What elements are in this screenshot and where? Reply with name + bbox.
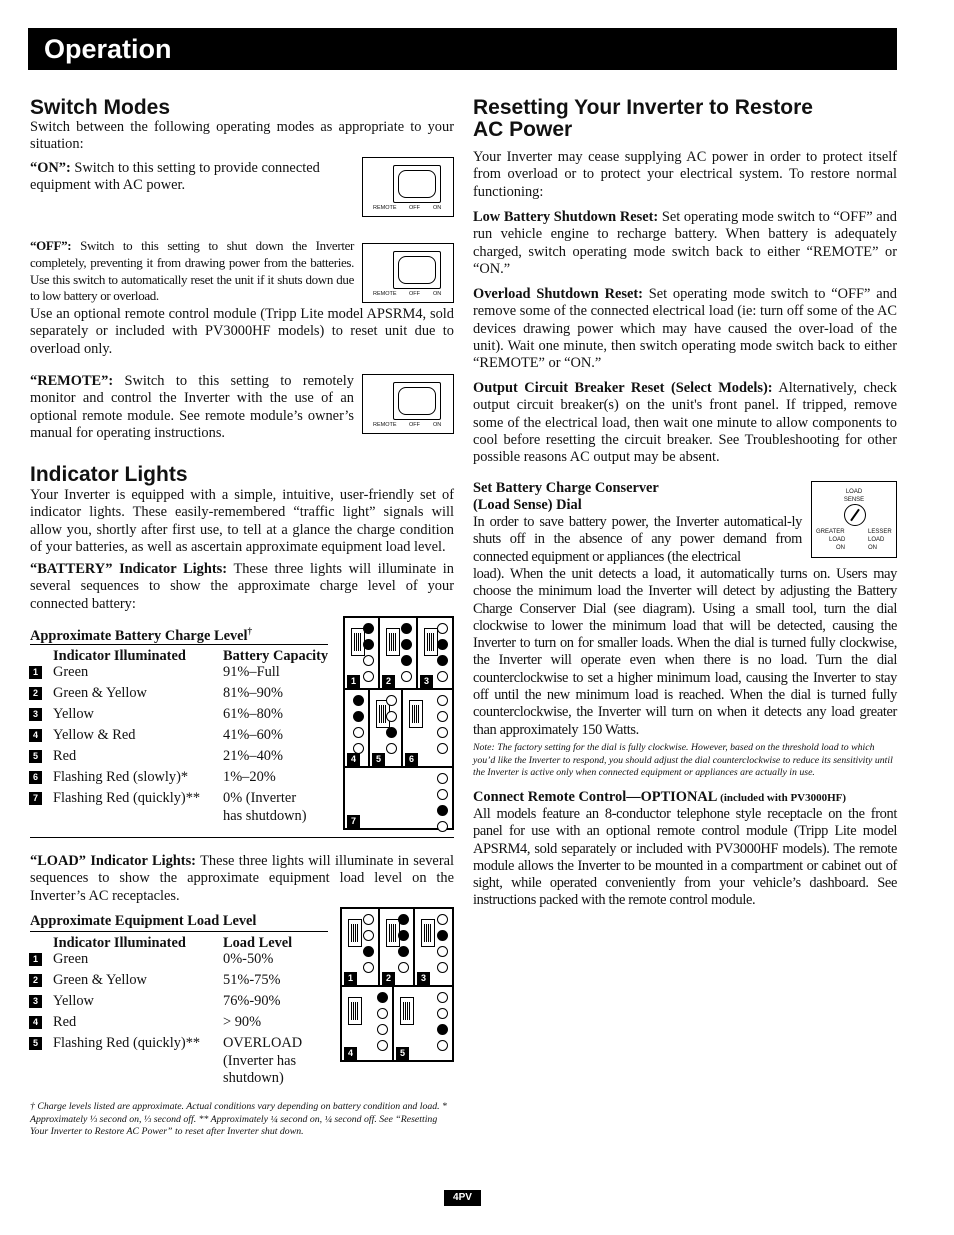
indicator-light-icon [437, 773, 448, 784]
panel-number-badge: 6 [405, 753, 418, 766]
switch-label-on: ON [433, 422, 442, 428]
switch-label-off: OFF [409, 422, 420, 428]
dial-label-left2: LOAD [829, 537, 846, 543]
overload-text: Set operating mode switch to “OFF” and remove some of the connected electrical load (ie: turn off some of the AC devices drawing power which may have caused the over-load of the unit). Wait one minute, then switch operating mode switch back to either “REMOTE” or “ON.” [473, 286, 897, 372]
indicator-panel [341, 908, 379, 986]
conserver-heading: Set Battery Charge Conserver (Load Sense) Dial [473, 480, 659, 513]
indicator-light-icon [398, 962, 409, 973]
row-number-badge: 5 [29, 1037, 42, 1050]
panel-number-badge: 1 [347, 675, 360, 688]
indicator-light-icon [437, 789, 448, 800]
indicator-light-icon [377, 992, 388, 1003]
table-row-value: 41%–60% [223, 727, 283, 743]
indicator-light-icon [363, 655, 374, 666]
receptacle-icon [421, 919, 435, 947]
row-number-badge: 7 [29, 792, 42, 805]
dagger-mark: † [247, 626, 253, 636]
load-table-header-level: Load Level [223, 935, 293, 951]
mode-on-label: “ON”: [30, 160, 71, 176]
indicator-light-icon [437, 1024, 448, 1035]
dial-label-top1: LOAD [845, 489, 863, 495]
breaker-paragraph [473, 380, 897, 466]
overload-paragraph [473, 286, 897, 372]
conserver-text-a: In order to save battery power, the Inverter automatical-ly shuts off in the absence of any power demand from connected equipment or appliances (the electrical [473, 514, 802, 565]
breaker-label: Output Circuit Breaker Reset (Select Models): [473, 380, 773, 396]
row-number-badge: 3 [29, 708, 42, 721]
switch-diagram-remote [362, 374, 454, 434]
indicator-light-icon [377, 1024, 388, 1035]
dial-label-right1: LESSER [868, 529, 892, 535]
indicator-light-icon [353, 711, 364, 722]
row-number-badge: 1 [29, 953, 42, 966]
indicator-panel [402, 689, 453, 767]
indicator-light-icon [437, 1040, 448, 1051]
switch-modes-heading: Switch Modes [30, 96, 171, 119]
page-banner [28, 28, 897, 70]
indicator-panel [344, 617, 379, 689]
indicator-light-icon [437, 946, 448, 957]
indicator-light-icon [363, 623, 374, 634]
indicator-light-icon [401, 639, 412, 650]
load-table-header-indicator: Indicator Illuminated [53, 935, 186, 951]
table-row-indicator: Yellow [53, 706, 94, 722]
battery-section-divider [30, 837, 454, 838]
indicator-light-icon [398, 914, 409, 925]
table-row-value: 91%–Full [223, 664, 280, 680]
switch-label-remote: REMOTE [373, 291, 397, 297]
remote-heading: Connect Remote Control—OPTIONAL (included with PV3000HF) [473, 789, 847, 805]
battery-lights-label: “BATTERY” Indicator Lights: [30, 561, 228, 577]
battery-table-caption: Approximate Battery Charge Level† [30, 626, 253, 644]
mode-on-paragraph [30, 160, 354, 195]
dial-label-right2: LOAD [868, 537, 885, 543]
table-row-value: 61%–80% [223, 706, 283, 722]
dial-label-left1: GREATER [816, 529, 845, 535]
table-row-value: 76%-90% [223, 993, 281, 1009]
mode-on-text: Switch to this setting to provide connected equipment with AC power. [30, 160, 320, 194]
row-number-badge: 4 [29, 1016, 42, 1029]
indicator-light-icon [386, 743, 397, 754]
indicator-light-icon [437, 930, 448, 941]
switch-diagram-on [362, 157, 454, 217]
receptacle-icon [348, 997, 362, 1025]
indicator-light-icon [386, 727, 397, 738]
conserver-text-b: load). When the unit detects a load, it automatically turns on. Users may choose the minimum load the Inverter will detect by adjusting the Battery Charge Conserver Dial (see diagram). Using a small tool, turn the dial clockwise to lower the minimum load that will be detected, causing the Inverter to turn on for smaller loads. When the dial is turned fully clockwise, the Inverter will operate even when there is no load. Turn the dial counterclockwise to set a higher minimum load, causing the Inverter to stay off until the new minimum load is reached. When the dial is turned fully counterclockwise, the Inverter will turn on when it detects any load greater than approximately 150 Watts. [473, 566, 897, 738]
indicator-light-icon [437, 695, 448, 706]
indicator-panel [369, 689, 402, 767]
row-number-badge: 1 [29, 666, 42, 679]
indicator-light-icon [353, 695, 364, 706]
conserver-note: Note: The factory setting for the dial is fully clockwise. However, based on the threshold load to which you’d like the Inverter to respond, you should adjust the dial counterclockwise to reduce its sensitivity until the Inverter is active only when connected equipment or appliances are actually in use. [473, 742, 893, 779]
receptacle-icon [409, 700, 423, 728]
panel-number-badge: 3 [417, 972, 430, 985]
table-row-indicator: Green & Yellow [53, 685, 147, 701]
rocker-switch-icon [393, 251, 441, 289]
switch-label-off: OFF [409, 205, 420, 211]
indicator-light-icon [437, 821, 448, 832]
mode-off-text: Switch to this setting to shut down the Inverter completely, preventing it from drawing power from the batteries. Use this switch to automatically reset the unit if it shuts down due to low battery or overload. [30, 238, 354, 304]
panel-number-badge: 5 [372, 753, 385, 766]
panel-number-badge: 2 [382, 972, 395, 985]
indicator-panel [344, 689, 369, 767]
table-row-value: OVERLOAD (Inverter has shutdown) [223, 1035, 303, 1086]
page-title: Operation [44, 34, 172, 64]
table-row-value: 0%-50% [223, 951, 274, 967]
receptacle-icon [386, 628, 400, 656]
indicator-light-icon [363, 671, 374, 682]
indicator-light-icon [401, 623, 412, 634]
table-row-indicator: Green [53, 951, 89, 967]
switch-label-off: OFF [409, 291, 420, 297]
indicator-light-icon [437, 671, 448, 682]
load-sense-dial-diagram [811, 481, 897, 558]
rocker-switch-icon [393, 165, 441, 203]
indicator-panel [414, 908, 453, 986]
dial-label-right3: ON [868, 545, 877, 551]
mode-off-label: “OFF”: [30, 238, 72, 253]
low-battery-paragraph [473, 209, 897, 278]
indicator-light-icon [363, 914, 374, 925]
indicator-light-icon [398, 930, 409, 941]
row-number-badge: 5 [29, 750, 42, 763]
switch-diagram-off [362, 243, 454, 303]
mode-remote-text: Switch to this setting to remotely monitor and control the Inverter with the use of an optional remote module. See remote module’s owner’s manual for operating instructions. [30, 373, 354, 441]
load-lights-paragraph [30, 853, 454, 905]
indicator-light-icon [363, 962, 374, 973]
indicator-light-icon [386, 711, 397, 722]
rocker-switch-icon [393, 382, 441, 420]
row-number-badge: 6 [29, 771, 42, 784]
row-number-badge: 2 [29, 974, 42, 987]
page-number: 4PV [444, 1190, 481, 1206]
resetting-heading-line2: AC Power [473, 118, 573, 141]
indicator-light-icon [363, 639, 374, 650]
battery-table-header-indicator: Indicator Illuminated [53, 648, 186, 664]
receptacle-icon [424, 628, 438, 656]
indicator-panel [344, 767, 453, 829]
low-battery-text: Set operating mode switch to “OFF” and run vehicle engine to recharge battery. When battery is adequately charged, switch operating mode switch back to either “REMOTE” or “ON.” [473, 209, 897, 277]
dial-label-left3: ON [836, 545, 845, 551]
mode-off-paragraph [30, 238, 354, 305]
indicator-light-icon [437, 655, 448, 666]
remote-heading-small: (included with PV3000HF) [720, 792, 847, 804]
row-number-badge: 4 [29, 729, 42, 742]
panel-number-badge: 4 [347, 753, 360, 766]
indicator-light-icon [437, 962, 448, 973]
table-row-indicator: Yellow & Red [53, 727, 136, 743]
indicator-panel [379, 908, 414, 986]
indicator-light-icon [437, 639, 448, 650]
switch-modes-intro: Switch between the following operating modes as appropriate to your situation: [30, 119, 454, 153]
mode-off-remote-note: Use an optional remote control module (Tripp Lite model APSRM4, sold separately or included with PV3000HF models) to reset unit due to overload only. [30, 306, 454, 357]
row-number-badge: 2 [29, 687, 42, 700]
low-battery-label: Low Battery Shutdown Reset: [473, 209, 659, 225]
indicator-light-icon [437, 805, 448, 816]
resetting-heading-line1: Resetting Your Inverter to Restore [473, 96, 813, 119]
table-row-value: 0% (Inverter has shutdown) [223, 790, 307, 824]
battery-table-header-capacity: Battery Capacity [223, 648, 329, 664]
switch-label-remote: REMOTE [373, 205, 397, 211]
table-row-value: 21%–40% [223, 748, 283, 764]
battery-lights-paragraph [30, 561, 454, 613]
table-row-value: 1%–20% [223, 769, 276, 785]
table-row-indicator: Red [53, 1014, 77, 1030]
indicator-lights-heading: Indicator Lights [30, 463, 188, 486]
switch-label-on: ON [433, 291, 442, 297]
indicator-light-icon [437, 711, 448, 722]
charge-footnote: † Charge levels listed are approximate. Actual conditions vary depending on battery condition and load. * Approximately ⅓ second on, ⅓ second off. ** Approximately ¼ second on, ¼ second off. See “Resetting Your Inverter to Restore AC Power” to reset after Inverter shut down. [30, 1101, 447, 1138]
table-row-value: 51%-75% [223, 972, 281, 988]
panel-number-badge: 4 [344, 1047, 357, 1060]
table-row-indicator: Flashing Red (slowly)* [53, 769, 189, 785]
indicator-light-icon [437, 623, 448, 634]
load-lights-label: “LOAD” Indicator Lights: [30, 853, 196, 869]
receptacle-icon [400, 997, 414, 1025]
indicator-light-icon [437, 1008, 448, 1019]
indicator-light-icon [377, 1008, 388, 1019]
table-row-value: 81%–90% [223, 685, 283, 701]
panel-number-badge: 7 [347, 815, 360, 828]
indicator-light-icon [401, 655, 412, 666]
table-row-value: > 90% [223, 1014, 262, 1030]
breaker-text: Alternatively, check output circuit breaker(s) on the unit's front panel. If tripped, remove some of the electrical load, then wait one minute to allow components to cool before resetting the circuit breaker. See Troubleshooting for other possible reasons AC output may be absent. [473, 380, 897, 466]
load-table-caption: Approximate Equipment Load Level [30, 913, 257, 929]
indicator-light-icon [401, 671, 412, 682]
row-number-badge: 3 [29, 995, 42, 1008]
load-table-rule [30, 931, 328, 932]
table-row-indicator: Flashing Red (quickly)** [53, 790, 201, 806]
indicator-panel [341, 986, 393, 1061]
indicator-panel [393, 986, 453, 1061]
mode-remote-paragraph [30, 373, 354, 442]
dial-label-top2: SENSE [843, 497, 865, 503]
overload-label: Overload Shutdown Reset: [473, 286, 643, 302]
indicator-light-icon [437, 914, 448, 925]
indicator-light-icon [437, 992, 448, 1003]
indicator-light-icon [437, 743, 448, 754]
table-row-indicator: Red [53, 748, 77, 764]
resetting-intro: Your Inverter may cease supplying AC power in order to protect itself from overload or to protect your electrical system. To restore normal functioning: [473, 149, 897, 200]
table-row-indicator: Green [53, 664, 89, 680]
dial-knob-icon [844, 504, 866, 526]
indicator-light-icon [386, 695, 397, 706]
indicator-light-icon [363, 930, 374, 941]
table-row-indicator: Green & Yellow [53, 972, 147, 988]
battery-table-rule [30, 644, 328, 645]
table-row-indicator: Flashing Red (quickly)** [53, 1035, 201, 1051]
battery-lights-text: These three lights will illuminate in several sequences to show the approximate charge level of your connected battery: [30, 561, 454, 612]
panel-number-badge: 3 [420, 675, 433, 688]
switch-label-on: ON [433, 205, 442, 211]
indicator-light-icon [363, 946, 374, 957]
table-row-indicator: Yellow [53, 993, 94, 1009]
switch-label-remote: REMOTE [373, 422, 397, 428]
indicator-light-icon [377, 1040, 388, 1051]
indicator-panel [417, 617, 453, 689]
indicator-lights-intro: Your Inverter is equipped with a simple, intuitive, user-friendly set of indicator lights. These easily-remembered “traffic light” signals will allow you, shortly after first use, to tell at a glance the charge condition of your batteries, as well as ascertain approximate equipment load level. [30, 487, 454, 555]
mode-remote-label: “REMOTE”: [30, 373, 114, 389]
receptacle-icon [348, 919, 362, 947]
panel-number-badge: 5 [396, 1047, 409, 1060]
remote-text: All models feature an 8-conductor telephone style receptacle on the front panel for use with an optional remote control module (Tripp Lite model APSRM4, sold separately or included with PV3000HF models). The remote module allows the Inverter to be mounted in a compartment or cabinet out of sight, while operated conveniently from your vehicle’s dashboard. See instructions packed with the remote control module. [473, 806, 897, 909]
indicator-light-icon [437, 727, 448, 738]
load-lights-text: These three lights will illuminate in several sequences to show the approximate equipment load level on the Inverter’s AC receptacles. [30, 853, 455, 904]
indicator-light-icon [398, 946, 409, 957]
indicator-panel [379, 617, 417, 689]
panel-number-badge: 2 [382, 675, 395, 688]
indicator-light-icon [353, 727, 364, 738]
panel-number-badge: 1 [344, 972, 357, 985]
